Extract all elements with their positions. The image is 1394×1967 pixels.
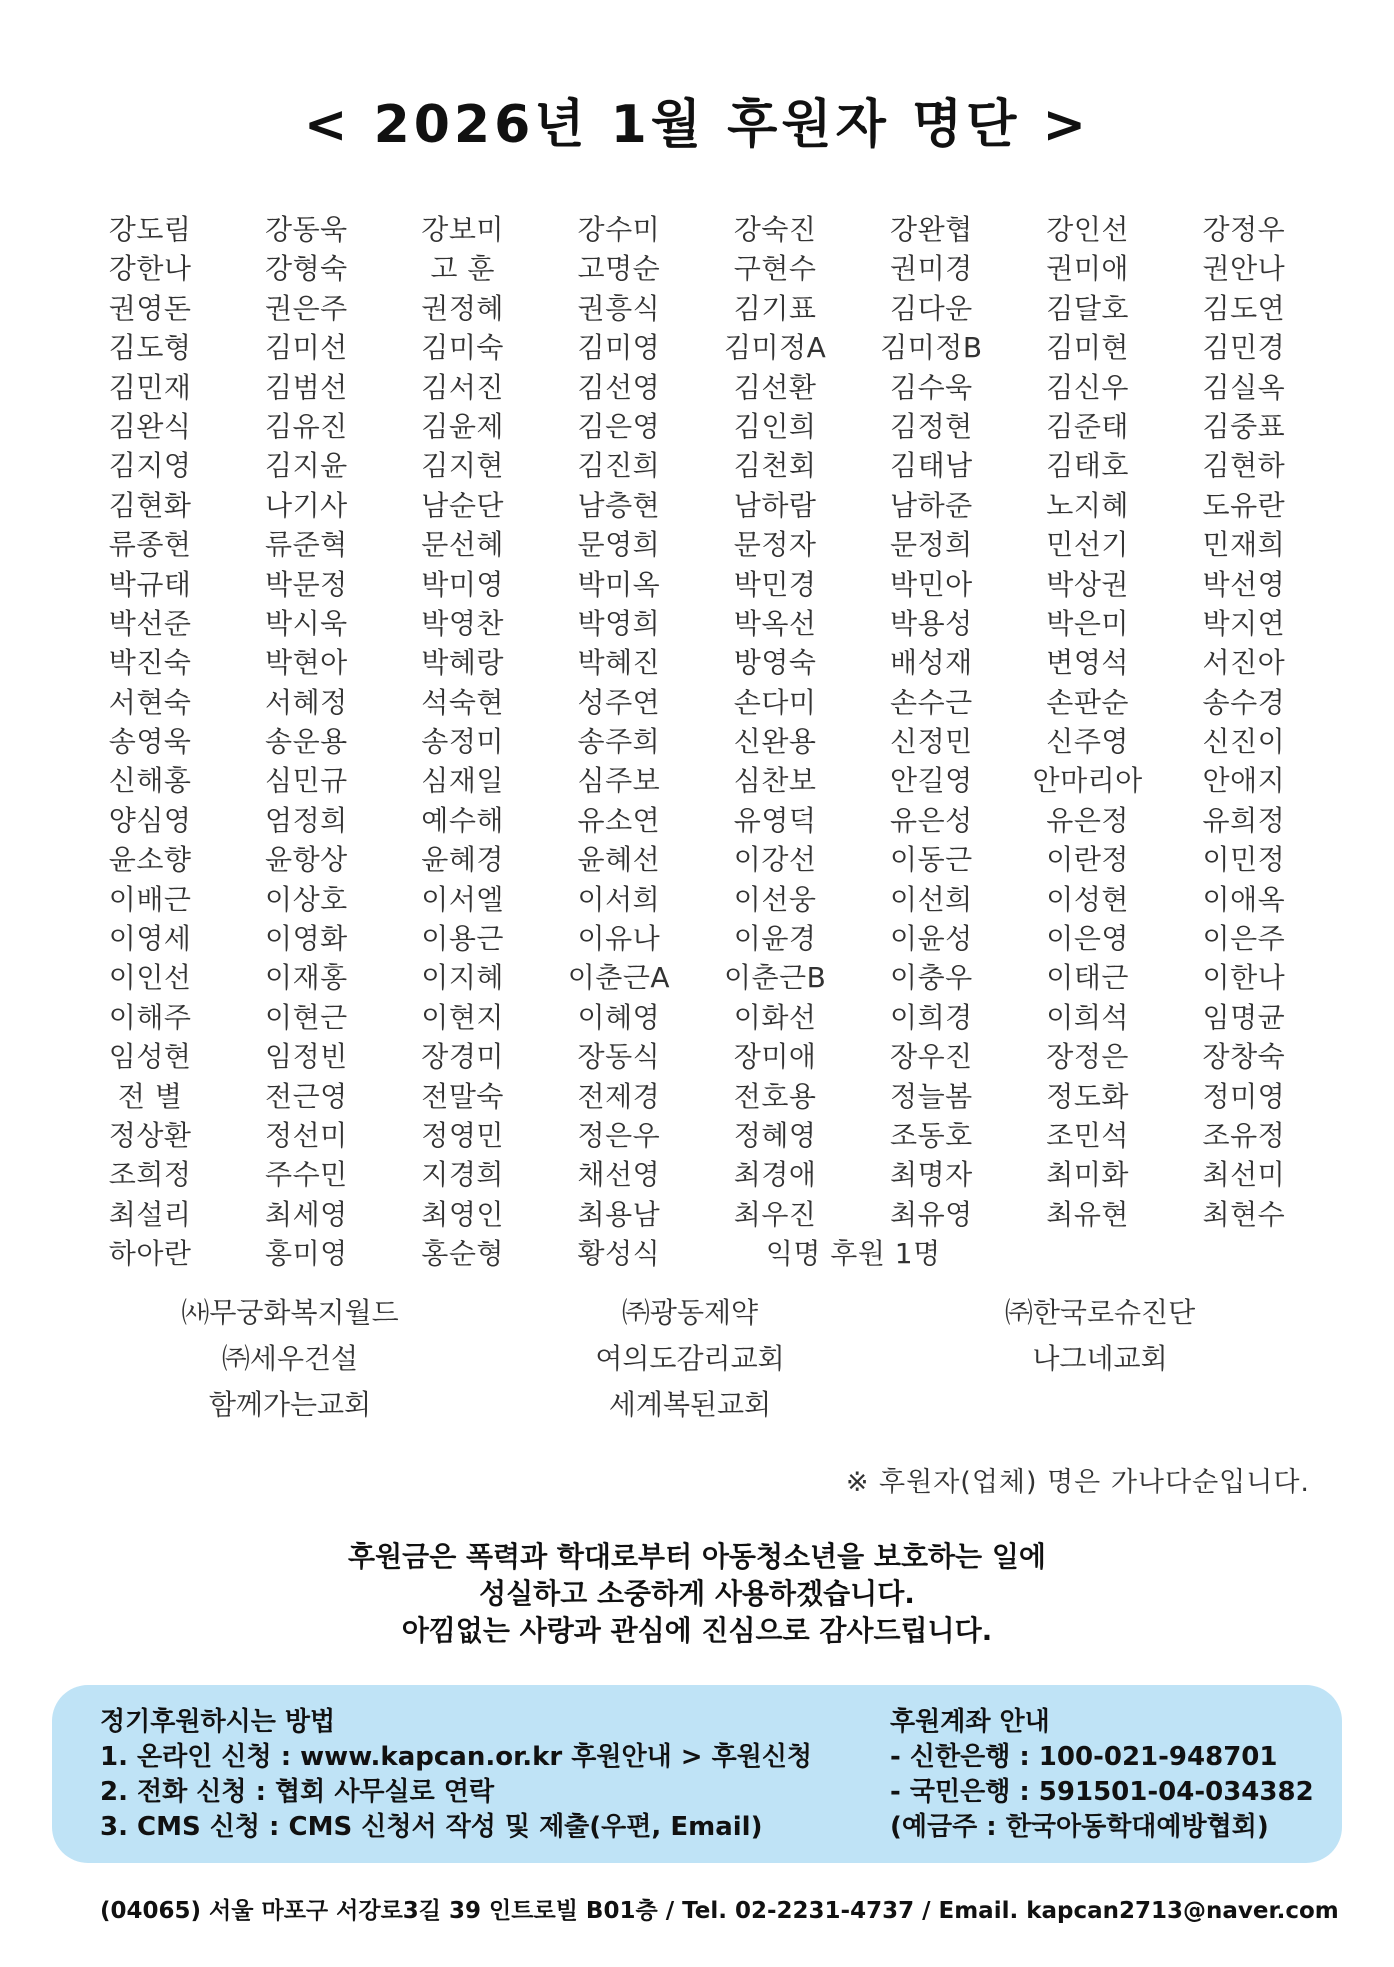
footer-contact: (04065) 서울 마포구 서강로3길 39 인트로빌 B01층 / Tel. 02-2231-4737 / Email. kapcan2713@naver.com: [100, 1898, 1339, 1924]
donor-name: 송수경: [1202, 685, 1286, 719]
donor-name: 최현수: [1202, 1197, 1286, 1231]
donor-name: 손다미: [733, 685, 817, 719]
donor-name: 장동식: [577, 1040, 661, 1074]
donor-name: 전 별: [117, 1079, 183, 1113]
donor-name: 박선준: [108, 606, 192, 640]
donor-name: 이재홍: [265, 961, 348, 995]
donor-name: 전근영: [265, 1079, 348, 1113]
thanks-line: 아낌없는 사랑과 관심에 진심으로 감사드립니다.: [401, 1614, 993, 1647]
donor-name: 이서엘: [421, 882, 504, 916]
donor-name: 김서진: [421, 370, 504, 404]
donor-name: 장미애: [733, 1040, 817, 1074]
donor-name: 이현근: [265, 1000, 348, 1034]
donor-name: 김미숙: [421, 331, 504, 365]
donor-name: 정도화: [1046, 1079, 1129, 1113]
donor-name: 임명균: [1202, 1000, 1286, 1034]
donation-info-box: [52, 1685, 1342, 1863]
donor-name: 문정자: [733, 528, 817, 562]
donor-name: 김현화: [108, 488, 192, 522]
organization-item: ㈔무궁화복지월드: [181, 1296, 399, 1329]
account-kookmin: - 국민은행 : 591501-04-034382: [890, 1777, 1314, 1807]
page-title: < 2026년 1월 후원자 명단 >: [303, 95, 1091, 155]
donor-name: 권미애: [1046, 252, 1129, 286]
donor-name: 박문정: [265, 567, 348, 601]
donor-name: 권은주: [265, 291, 348, 325]
donor-name: 이배근: [108, 882, 192, 916]
donor-name: 김도형: [108, 331, 192, 365]
donor-name: 이태근: [1046, 961, 1129, 995]
donor-name: 임성현: [108, 1040, 192, 1074]
donor-name: 김범선: [265, 370, 348, 404]
donor-name: 유희정: [1202, 803, 1286, 837]
donor-name: 주수민: [265, 1158, 348, 1192]
donor-name: 박현아: [265, 646, 348, 680]
account-shinhan: - 신한은행 : 100-021-948701: [890, 1742, 1278, 1772]
donor-name: 윤혜경: [421, 843, 504, 877]
donor-name: 박규태: [108, 567, 192, 601]
donor-name: 손수근: [890, 685, 973, 719]
donor-name: 이민정: [1202, 843, 1286, 877]
donor-name: 지경희: [421, 1158, 504, 1192]
donor-name: 강정우: [1202, 213, 1286, 246]
donor-name: 도유란: [1202, 488, 1286, 522]
organization-item: 여의도감리교회: [595, 1342, 785, 1375]
donor-name: 신주영: [1046, 725, 1129, 759]
donor-name: 조유정: [1202, 1118, 1286, 1152]
organization-item: ㈜광동제약: [621, 1296, 759, 1329]
donor-name: 송영욱: [108, 725, 192, 759]
donor-name: 서혜정: [265, 685, 348, 719]
donor-name: 김다운: [890, 291, 973, 325]
donor-name: 방영숙: [733, 646, 817, 680]
donor-name: 장정은: [1046, 1040, 1129, 1074]
donor-name: 심찬보: [733, 764, 817, 798]
donor-name: 김진희: [577, 449, 661, 483]
donor-name: 박시욱: [265, 606, 348, 640]
donor-name: 서진아: [1202, 646, 1286, 680]
donor-name: 이란정: [1046, 843, 1129, 877]
donor-name: 윤혜선: [577, 843, 661, 877]
donor-name: 김미정B: [880, 331, 983, 365]
donor-name: 이현지: [421, 1000, 504, 1034]
donor-name: 박민경: [733, 567, 817, 601]
donor-name: 유영덕: [733, 803, 817, 837]
donor-name: 서현숙: [108, 685, 192, 719]
donor-name: 정늘봄: [890, 1079, 973, 1113]
donor-name: 심주보: [577, 764, 661, 798]
account-holder: (예금주 : 한국아동학대예방협회): [890, 1812, 1269, 1842]
donor-name: 김준태: [1046, 409, 1129, 443]
donor-name: 장창숙: [1202, 1040, 1286, 1074]
donor-name: 박영희: [577, 606, 661, 640]
donor-name: 성주연: [577, 685, 661, 719]
donor-name: 김태남: [890, 449, 973, 483]
donor-name: 권흥식: [577, 291, 661, 325]
donor-name: 이선희: [890, 882, 973, 916]
donor-name: 김천회: [733, 449, 817, 483]
donor-name: 최선미: [1202, 1158, 1286, 1192]
donor-name: 최유현: [1046, 1197, 1129, 1231]
donor-name: 신해홍: [108, 764, 192, 798]
donor-name: 이화선: [733, 1000, 817, 1034]
donor-name: 최명자: [890, 1158, 973, 1192]
donor-name: 윤소향: [108, 843, 192, 877]
donor-name: 이혜영: [577, 1000, 661, 1034]
donor-name: 김미영: [577, 331, 661, 365]
donor-name: 이은주: [1202, 922, 1286, 956]
donor-name: 강숙진: [733, 213, 817, 246]
donor-name: 정영민: [421, 1118, 504, 1152]
donor-name: 배성재: [890, 646, 973, 680]
donor-name: 이한나: [1202, 961, 1286, 995]
donor-name: 변영석: [1046, 646, 1129, 680]
donor-name: 황성식: [577, 1237, 661, 1271]
donor-name: 정은우: [577, 1118, 661, 1152]
donor-name: 정상환: [108, 1118, 192, 1152]
donor-name: 이해주: [108, 1000, 192, 1034]
donor-name: 이윤경: [733, 922, 817, 956]
donor-name: 유은정: [1046, 803, 1129, 837]
account-info: [890, 1705, 1314, 1845]
organization-list: [90, 1290, 1310, 1428]
donor-name: 류준혁: [265, 528, 348, 562]
donor-name: 김중표: [1202, 409, 1286, 443]
donor-name: 이유나: [577, 922, 661, 956]
thanks-message: [0, 1538, 1394, 1649]
donor-name: 박진숙: [108, 646, 192, 680]
donor-name: 박혜랑: [421, 646, 504, 680]
donor-name: 최우진: [733, 1197, 817, 1231]
donor-name: 김미정A: [723, 331, 827, 365]
donor-name: 하아란: [108, 1237, 192, 1271]
donor-name: 안마리아: [1032, 764, 1143, 798]
donor-name: 유은성: [890, 803, 973, 837]
donor-name: 김윤제: [421, 409, 504, 443]
donor-name: 박혜진: [577, 646, 661, 680]
donor-name: 심민규: [265, 764, 348, 798]
donor-name: 강완협: [890, 213, 973, 246]
donor-name: 고 훈: [430, 252, 495, 286]
donor-name: 전제경: [577, 1079, 661, 1113]
donor-name: 김정현: [890, 409, 973, 443]
donor-name: 김실옥: [1202, 370, 1286, 404]
donor-name: 최설리: [108, 1197, 192, 1231]
donor-name: 손판순: [1046, 685, 1129, 719]
donor-name: 이지혜: [421, 961, 504, 995]
donor-name: 박미옥: [577, 567, 661, 601]
donor-name: 최세영: [265, 1197, 348, 1231]
donor-name: 노지혜: [1046, 488, 1129, 522]
donor-name: 박옥선: [733, 606, 817, 640]
donor-name: 이선웅: [733, 882, 817, 916]
donor-name: 최경애: [733, 1158, 817, 1192]
donor-name: 최영인: [421, 1197, 504, 1231]
donor-name: 최유영: [890, 1197, 973, 1231]
account-heading: 후원계좌 안내: [890, 1707, 1050, 1737]
donor-name: 강도림: [108, 213, 192, 246]
donor-name: 남하람: [733, 488, 817, 522]
organization-item: 세계복된교회: [608, 1388, 772, 1421]
donor-name: 이용근: [421, 922, 504, 956]
donor-name: 홍순형: [421, 1237, 504, 1271]
donor-name: 강형숙: [265, 252, 348, 286]
organization-item: ㈜한국로슈진단: [1004, 1296, 1196, 1329]
donor-name: 윤항상: [265, 843, 348, 877]
donor-name: 김현하: [1202, 449, 1286, 483]
donor-name: 김미선: [265, 331, 348, 365]
donor-name: 김완식: [108, 409, 192, 443]
donor-name: 김지현: [421, 449, 504, 483]
sort-order-note: ※ 후원자(업체) 명은 가나다순입니다.: [845, 1467, 1310, 1498]
donor-name: 이애옥: [1202, 882, 1286, 916]
donor-name: 송운용: [265, 725, 348, 759]
organization-item: 나그네교회: [1032, 1342, 1168, 1375]
donor-name: 안애지: [1202, 764, 1286, 798]
donor-name: 전말숙: [421, 1079, 504, 1113]
method-online: 1. 온라인 신청 : www.kapcan.or.kr 후원안내 > 후원신청: [100, 1742, 813, 1772]
donor-name: 정미영: [1202, 1079, 1286, 1113]
donor-name: 박영찬: [421, 606, 504, 640]
donor-name: 장우진: [890, 1040, 973, 1074]
method-heading: 정기후원하시는 방법: [100, 1707, 336, 1737]
donor-name: 이상호: [265, 882, 348, 916]
donor-name: 김태호: [1046, 449, 1129, 483]
donor-name: 권영돈: [108, 291, 192, 325]
donor-name: 김민경: [1202, 331, 1286, 365]
donor-name: 이춘근B: [723, 961, 827, 995]
donor-name: 김인희: [733, 409, 817, 443]
donor-name: 강한나: [108, 252, 192, 286]
donor-name: 강인선: [1046, 213, 1129, 246]
donor-name: 권미경: [890, 252, 973, 286]
donor-name: 권정혜: [421, 291, 504, 325]
donor-name: 김유진: [265, 409, 348, 443]
donor-name: 장경미: [421, 1040, 504, 1074]
donor-name: 이영세: [108, 922, 192, 956]
donor-name: 조희정: [108, 1158, 192, 1192]
donor-name: 박지연: [1202, 606, 1286, 640]
donor-name: 민재희: [1202, 528, 1286, 562]
donor-name: 신완용: [733, 725, 817, 759]
donor-name: 류종현: [108, 528, 192, 562]
donor-name: 유소연: [577, 803, 661, 837]
donor-name: 박은미: [1046, 606, 1129, 640]
donor-name: 예수해: [421, 803, 504, 837]
thanks-line: 성실하고 소중하게 사용하겠습니다.: [479, 1577, 915, 1610]
donor-name: 권안나: [1202, 252, 1286, 286]
donor-name: 최미화: [1046, 1158, 1129, 1192]
donor-name: 이성현: [1046, 882, 1129, 916]
donor-name: 김달호: [1046, 291, 1129, 325]
donor-name: 박민아: [890, 567, 973, 601]
donor-name: 이충우: [890, 961, 973, 995]
donor-name: 강동욱: [265, 213, 348, 246]
donor-name: 김수욱: [890, 370, 973, 404]
method-cms: 3. CMS 신청 : CMS 신청서 작성 및 제출(우편, Email): [100, 1812, 763, 1842]
donor-name: 정선미: [265, 1118, 348, 1152]
donor-name: 양심영: [108, 803, 192, 837]
donor-name: 안길영: [890, 764, 973, 798]
donor-name: 박상권: [1046, 567, 1129, 601]
donor-name: 박용성: [890, 606, 973, 640]
regular-donation-method: [100, 1705, 812, 1845]
donor-name: 문선혜: [421, 528, 504, 562]
donor-name: 조동호: [890, 1118, 973, 1152]
donor-name: 남하준: [890, 488, 973, 522]
donor-name: 엄정희: [265, 803, 348, 837]
donor-name: 채선영: [577, 1158, 661, 1192]
donor-name: 심재일: [421, 764, 504, 798]
donor-name: 김은영: [577, 409, 661, 443]
donor-name: 박미영: [421, 567, 504, 601]
donor-name: 강보미: [421, 213, 504, 246]
donor-name: 최용남: [577, 1197, 661, 1231]
donor-name: 송정미: [421, 725, 504, 759]
donor-name: 이강선: [733, 843, 817, 877]
donor-name: 남층현: [577, 488, 661, 522]
donor-name: 문정희: [890, 528, 973, 562]
donor-name: 강수미: [577, 213, 661, 246]
anonymous-donors: 익명 후원 1명: [765, 1237, 941, 1271]
donor-name: 김지윤: [265, 449, 348, 483]
donor-name: 석숙현: [421, 685, 504, 719]
organization-item: 함께가는교회: [208, 1388, 372, 1421]
donor-name: 이희경: [890, 1000, 973, 1034]
donor-name: 김신우: [1046, 370, 1129, 404]
donor-name: 송주희: [577, 725, 661, 759]
donor-name: 신정민: [890, 725, 973, 759]
donor-list: [72, 210, 1322, 1274]
donor-name: 이서희: [577, 882, 661, 916]
donor-name: 이동근: [890, 843, 973, 877]
donor-name: 이희석: [1046, 1000, 1129, 1034]
donor-name: 구현수: [733, 252, 817, 286]
donor-name: 김기표: [733, 291, 817, 325]
donor-name: 김선영: [577, 370, 661, 404]
donor-name: 조민석: [1046, 1118, 1129, 1152]
donor-name: 이윤성: [890, 922, 973, 956]
donor-name: 고명순: [577, 252, 661, 286]
donor-name: 김도연: [1202, 291, 1286, 325]
donor-name: 김민재: [108, 370, 192, 404]
donor-name: 이은영: [1046, 922, 1129, 956]
donor-name: 신진이: [1202, 725, 1286, 759]
donor-name: 홍미영: [265, 1237, 348, 1271]
donor-name: 김지영: [108, 449, 192, 483]
donor-name: 문영희: [577, 528, 661, 562]
donor-name: 남순단: [421, 488, 504, 522]
donor-name: 김선환: [733, 370, 817, 404]
donor-name: 이영화: [265, 922, 348, 956]
donor-name: 정혜영: [733, 1118, 817, 1152]
organization-item: ㈜세우건설: [221, 1342, 359, 1375]
donor-name: 전호용: [733, 1079, 817, 1113]
donor-name: 박선영: [1202, 567, 1286, 601]
donor-name: 민선기: [1046, 528, 1129, 562]
donor-name: 임정빈: [265, 1040, 348, 1074]
donor-name: 김미현: [1046, 331, 1129, 365]
donor-name: 나기사: [265, 488, 348, 522]
thanks-line: 후원금은 폭력과 학대로부터 아동청소년을 보호하는 일에: [348, 1540, 1046, 1573]
method-phone: 2. 전화 신청 : 협회 사무실로 연락: [100, 1777, 495, 1807]
donor-name: 이춘근A: [567, 961, 671, 995]
donor-name: 이인선: [108, 961, 192, 995]
